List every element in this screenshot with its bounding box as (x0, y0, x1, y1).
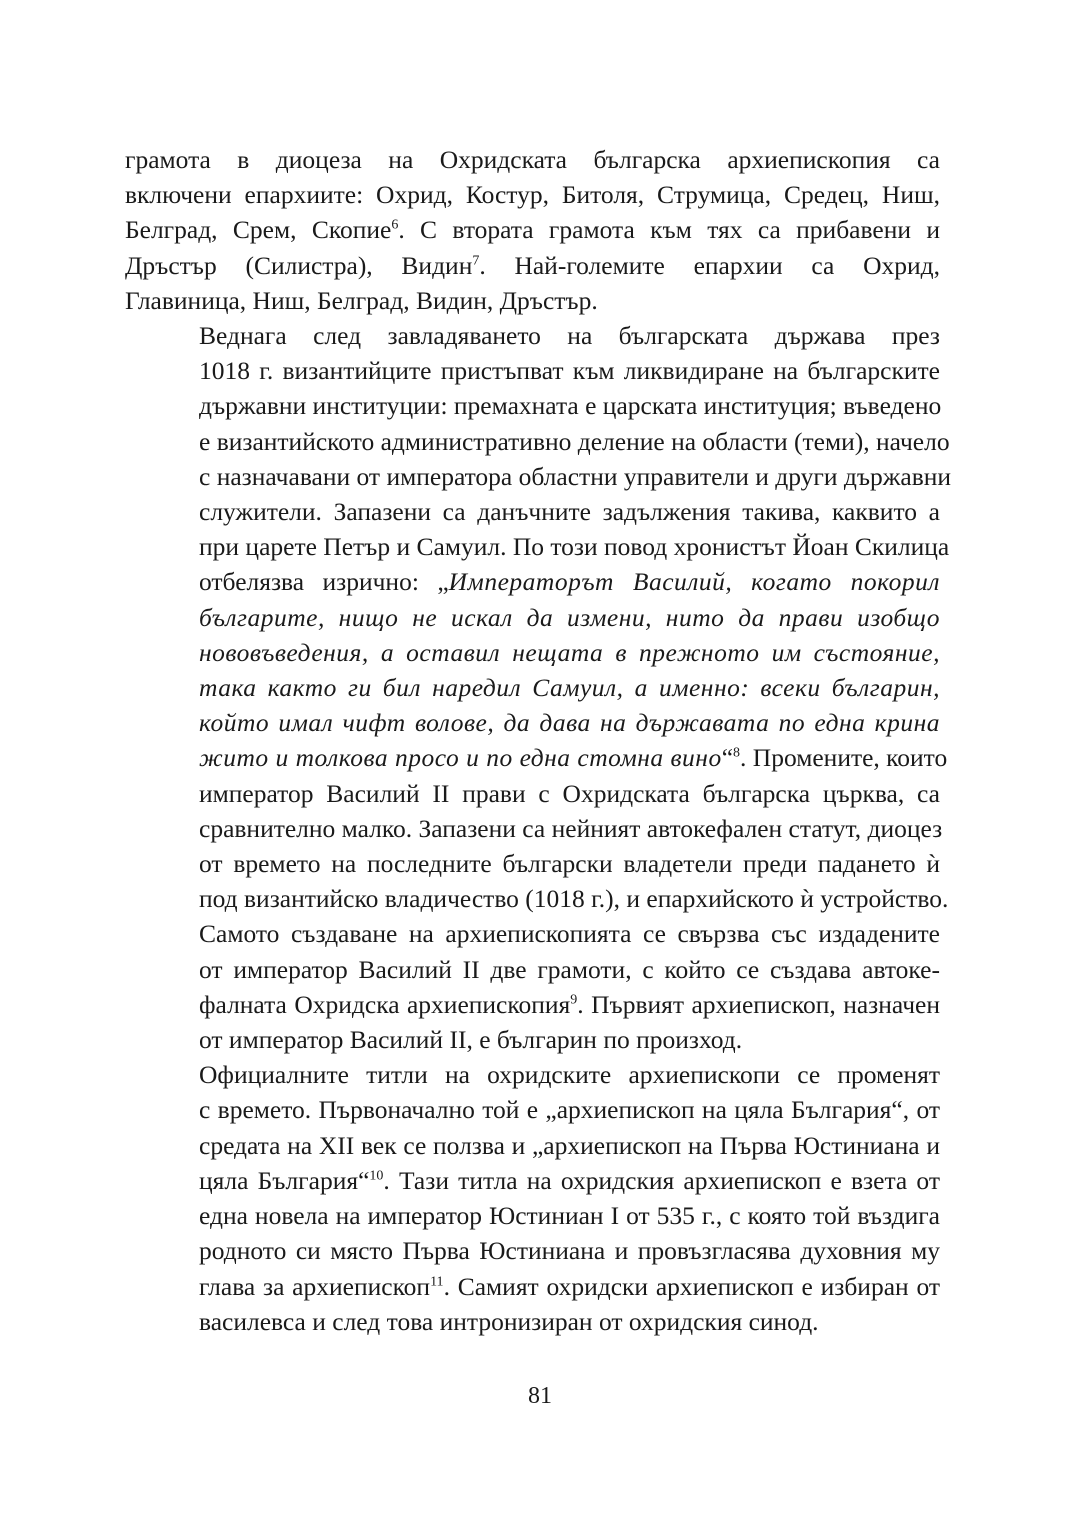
text-line: средата на XII век се ползва и „архиепископ на Първа Юстиниана и (199, 1130, 940, 1160)
text-line: с назначавани от императора областни управители и други държавни (199, 461, 952, 491)
text-line: от император Василий II, е българин по произход. (199, 1025, 743, 1055)
text-line: грамота в диоцеза на Охридската българска архиепископия са (125, 145, 940, 174)
paragraph-3 (125, 1057, 940, 1339)
text-line: василевса и след това интронизиран от охридския синод. (199, 1306, 819, 1336)
quote-italic: българите, нищо не искал да измени, нито да прави изобщо (199, 602, 940, 632)
text-line: Дръстър (Силистра), Видин$^7$. Най-големите епархии са Охрид, (125, 250, 940, 280)
text-line: 1018 г. византийците пристъпват към ликвидиране на българските (199, 356, 940, 386)
text-line (125, 635, 940, 670)
text-line: под византийско владичество (1018 г.), и епархийското ѝ устройство. (199, 884, 949, 914)
quote-italic: който имал чифт волове, да дава на държавата по една крина (199, 708, 940, 738)
text-line (125, 705, 940, 740)
text-line: родното си място Първа Юстиниана и провъзгласява духовния му (199, 1236, 940, 1266)
page-number: 81 (528, 1383, 552, 1409)
text-line: една новела на император Юстиниан I от 535 г., с която той въздига (199, 1201, 940, 1231)
text-line: при царете Петър и Самуил. По този повод хронистът Йоан Скилица (199, 532, 950, 562)
quote-italic: нововъведения, а оставил нещата в прежното им състояние, (199, 637, 940, 667)
footnote-ref-6[interactable]: 6 (391, 217, 399, 233)
text-line: Главиница, Ниш, Белград, Видин, Дръстър. (125, 285, 598, 315)
text-line: от император Василий II две грамоти, с който се създава автоке- (199, 954, 940, 984)
footnote-ref-11[interactable]: 11 (430, 1274, 444, 1289)
text-line: император Василий II прави с Охридската българска църква, са (199, 778, 940, 808)
text-line: жито и толкова просо и по една стомна вино“$^8$. Промените, които (199, 743, 948, 773)
quote-italic: Императорът Василий, когато покорил (448, 567, 940, 597)
text-line: сравнително малко. Запазени са нейният автокефален статут, диоцез (199, 813, 943, 843)
text-line: от времето на последните български владетели преди падането ѝ (199, 849, 940, 879)
text-line: отбелязва изрично: „Императорът Василий, когато покорил (199, 567, 940, 597)
paragraph-2 (125, 318, 952, 1057)
paragraph-1 (125, 142, 940, 318)
text-line (125, 600, 940, 635)
text-line: с времето. Първоначално той е „архиепископ на цяла България“, от (199, 1095, 940, 1125)
text-line: е византийското административно деление на области (теми), начело (199, 426, 950, 456)
footnote-ref-9[interactable]: 9 (570, 992, 578, 1008)
text-line: Самото създаване на архиепископията се свързва със издадените (199, 919, 940, 949)
quote-italic: жито и толкова просо и по една стомна вино (199, 743, 722, 773)
text-line: включени епархиите: Охрид, Костур, Битоля, Струмица, Средец, Ниш, (125, 180, 940, 210)
text-line (125, 670, 940, 705)
text-line: Официалните титли на охридските архиепископи се променят (199, 1060, 940, 1090)
text-line: фалната Охридска архиепископия$^9$. Първият архиепископ, назначен (199, 989, 940, 1019)
text-line: Белград, Срем, Скопие$^6$. С втората грамота към тях са прибавени и (125, 215, 940, 245)
text-line: Веднага след завладяването на българската държава през (199, 321, 940, 351)
footnote-ref-8[interactable]: 8 (733, 745, 741, 761)
text-line: глава за архиепископ$^{11}$. Самият охридски архиепископ е избиран от (199, 1271, 940, 1301)
document-body (125, 142, 952, 1339)
footnote-ref-10[interactable]: 10 (369, 1168, 384, 1184)
text-line: служители. Запазени са данъчните задължения такива, каквито а (199, 497, 940, 527)
text-line: цяла България“$^{10}$. Тази титла на охридския архиепископ е взета от (199, 1165, 940, 1195)
text-line: държавни институции: премахната е царската институция; въведено (199, 391, 942, 421)
footnote-ref-7[interactable]: 7 (472, 253, 480, 269)
quote-italic: така както ги бил наредил Самуил, а именно: всеки българин, (199, 673, 940, 703)
